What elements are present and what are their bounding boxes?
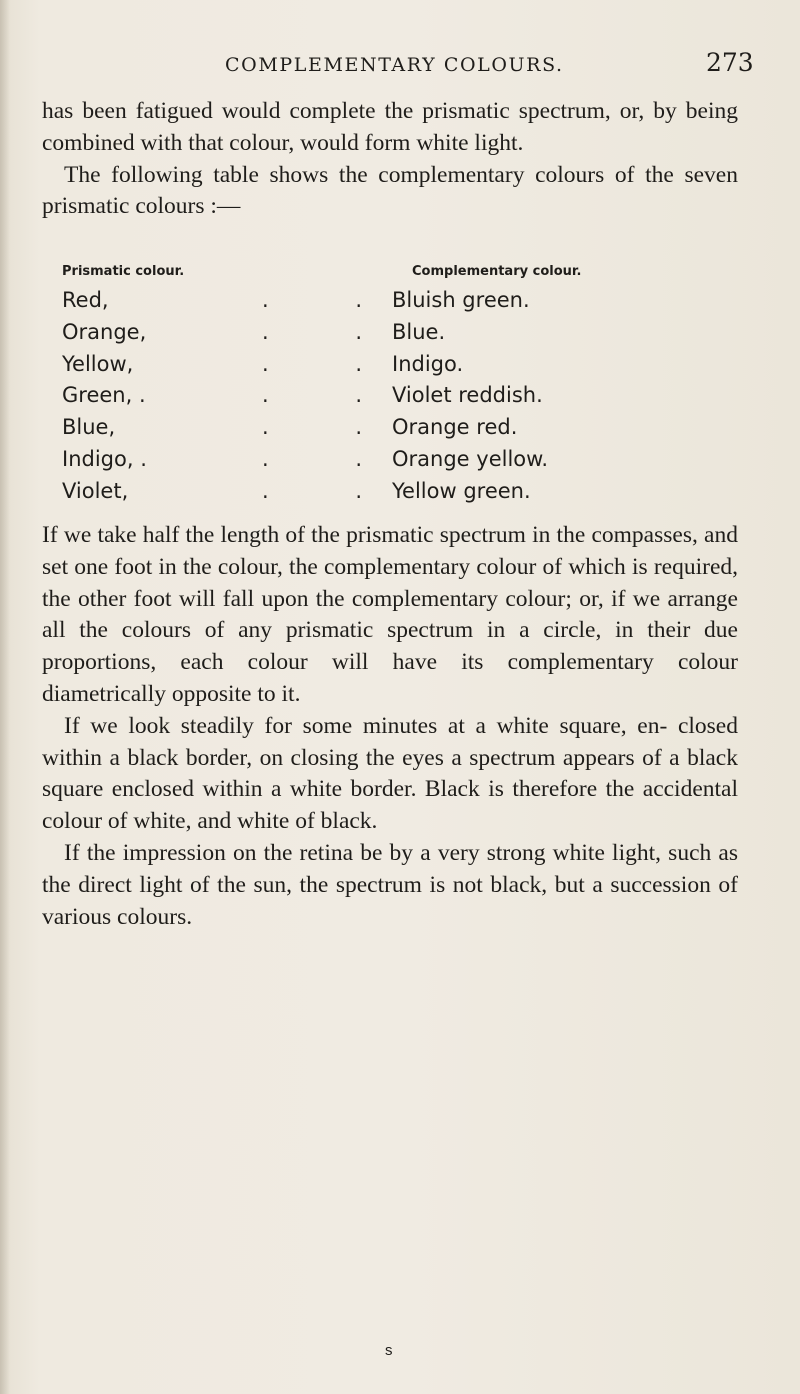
complementary-colour-cell: Yellow green.	[392, 478, 531, 503]
text-block-bottom	[42, 520, 738, 933]
page-gutter-shadow	[0, 0, 10, 1394]
table-row	[62, 477, 742, 509]
page-number: 273	[706, 48, 754, 77]
table-header	[62, 264, 742, 286]
complementary-colour-cell: Orange red.	[392, 415, 518, 440]
table-header-prismatic: Prismatic colour.	[62, 264, 185, 279]
complementary-colours-table	[62, 264, 742, 509]
table-row	[62, 318, 742, 350]
table-row	[62, 381, 742, 413]
leader-dots: . .	[262, 446, 403, 471]
table-row	[62, 286, 742, 318]
prismatic-colour-cell: Blue,	[62, 415, 116, 440]
signature-mark: s	[385, 1342, 393, 1359]
prismatic-colour-cell: Yellow,	[62, 351, 134, 376]
prismatic-colour-cell: Indigo, .	[62, 446, 147, 471]
table-row	[62, 445, 742, 477]
leader-dots: . .	[262, 415, 403, 440]
table-header-complementary: Complementary colour.	[412, 264, 582, 279]
table-row	[62, 350, 742, 382]
table-row	[62, 413, 742, 445]
prismatic-colour-cell: Red,	[62, 288, 109, 312]
complementary-colour-cell: Violet reddish.	[392, 383, 543, 408]
paragraph: has been fatigued would complete the prismatic spectrum, or, by being combined with that colour, would form white light.	[42, 98, 738, 156]
leader-dots: . .	[262, 288, 403, 312]
text-block-top	[42, 96, 738, 223]
prismatic-colour-cell: Green, .	[62, 383, 146, 408]
complementary-colour-cell: Orange yellow.	[392, 446, 549, 471]
complementary-colour-cell: Bluish green.	[392, 288, 530, 312]
leader-dots: . .	[262, 478, 403, 503]
page-header	[0, 48, 800, 82]
leader-dots: . .	[262, 383, 403, 408]
running-head: COMPLEMENTARY COLOURS.	[225, 54, 564, 76]
leader-dots: . .	[262, 319, 403, 344]
complementary-colour-cell: Indigo.	[392, 351, 464, 376]
paragraph: If we look steadily for some minutes at a white square, en- closed within a black border, on closing the eyes a spectrum appears of a black square enclosed within a white border. Black is therefore the accidental colour of white, and white of black.	[42, 712, 738, 835]
paragraph: If the impression on the retina be by a very strong white light, such as the direct light of the sun, the spectrum is not black, but a succession of various colours.	[42, 839, 738, 930]
complementary-colour-cell: Blue.	[392, 319, 446, 344]
paragraph: If we take half the length of the prismatic spectrum in the compasses, and set one foot in the colour, the complementary colour of which is required, the other foot will fall upon the complementary colour; or, if we arrange all the colours of any prismatic spectrum in a circle, in their due proportions, each colour will have its complementary colour diametrically opposite to it.	[42, 522, 738, 707]
leader-dots: . .	[262, 351, 403, 376]
prismatic-colour-cell: Orange,	[62, 319, 147, 344]
prismatic-colour-cell: Violet,	[62, 478, 129, 503]
paragraph: The following table shows the complementary colours of the seven prismatic colours :—	[42, 161, 738, 220]
